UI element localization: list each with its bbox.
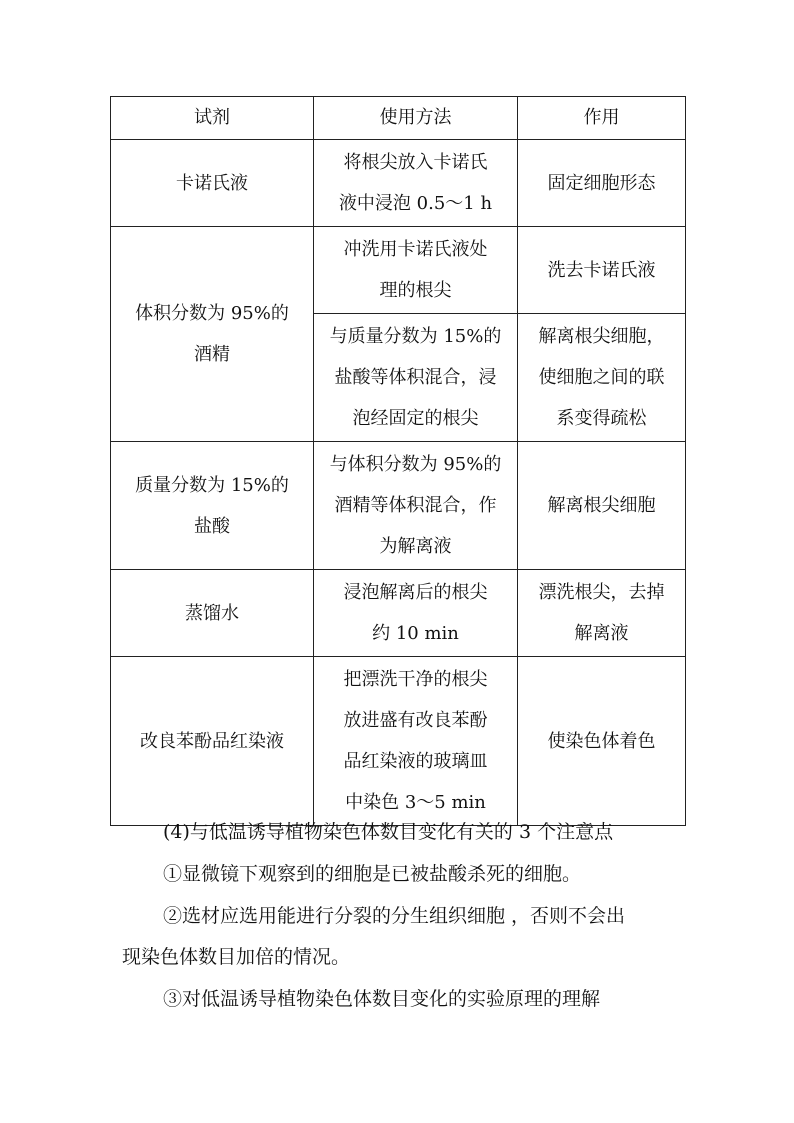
paragraph-point-2-continued: 现染色体数目加倍的情况。: [122, 946, 351, 968]
reagent-cell: [111, 227, 314, 442]
method-cell: [314, 227, 518, 314]
cell-line: 液中浸泡 0.5～1 h: [338, 193, 493, 214]
cell-line: 酒精等体积混合，作: [334, 495, 497, 516]
cell-line: 酒精: [194, 344, 230, 365]
paragraph-point-3: ③对低温诱导植物染色体数目变化的实验原理的理解: [163, 988, 601, 1010]
method-cell: [314, 657, 518, 826]
cell-line: 使细胞之间的联: [538, 367, 665, 388]
table-header-row: [111, 97, 686, 140]
cell-line: 约 10 min: [372, 623, 459, 644]
table-row: [111, 657, 686, 826]
cell-line: 与质量分数为 15%的: [329, 326, 502, 347]
table-row: [111, 140, 686, 227]
cell-line: 为解离液: [379, 536, 452, 557]
effect-cell: [518, 570, 686, 657]
header-reagent: 试剂: [111, 97, 314, 140]
cell-line: 卡诺氏液: [176, 172, 248, 194]
cell-line: 盐酸等体积混合，浸: [334, 367, 497, 388]
table-row: [111, 442, 686, 570]
reagent-cell: [111, 657, 314, 826]
cell-line: 盐酸: [194, 515, 230, 537]
effect-cell: [518, 442, 686, 570]
cell-line: 放进盛有改良苯酚: [343, 710, 488, 731]
cell-line: 与体积分数为 95%的: [329, 454, 502, 475]
cell-line: 把漂洗干净的根尖: [343, 669, 488, 690]
effect-cell: [518, 140, 686, 227]
paragraph-point-1: ①显微镜下观察到的细胞是已被盐酸杀死的细胞。: [163, 863, 582, 885]
reagent-cell: [111, 442, 314, 570]
cell-line: 蒸馏水: [185, 602, 239, 624]
paragraph-heading: (4)与低温诱导植物染色体数目变化有关的 3 个注意点: [163, 821, 614, 843]
cell-line: 系变得疏松: [556, 408, 647, 429]
cell-line: 解离根尖细胞，: [538, 326, 665, 347]
method-cell: [314, 442, 518, 570]
method-cell: [314, 140, 518, 227]
table-row: [111, 570, 686, 657]
cell-line: 浸泡解离后的根尖: [343, 582, 488, 603]
reagent-cell: [111, 140, 314, 227]
cell-line: 洗去卡诺氏液: [547, 259, 656, 281]
cell-line: 冲洗用卡诺氏液处: [343, 239, 488, 260]
cell-line: 品红染液的玻璃皿: [343, 751, 488, 772]
effect-cell: [518, 657, 686, 826]
cell-line: 中染色 3～5 min: [345, 792, 486, 813]
table-row: [111, 227, 686, 314]
cell-line: 体积分数为 95%的: [135, 303, 289, 324]
header-effect: 作用: [518, 97, 686, 140]
cell-line: 质量分数为 15%的: [135, 474, 289, 496]
paragraph-point-2: ②选材应选用能进行分裂的分生组织细胞 ，否则不会出: [163, 905, 626, 927]
cell-line: 固定细胞形态: [547, 172, 656, 194]
method-cell: [314, 570, 518, 657]
cell-line: 解离液: [574, 623, 629, 644]
cell-line: 使染色体着色: [547, 730, 656, 752]
cell-line: 理的根尖: [379, 280, 452, 301]
reagent-table: [110, 96, 686, 826]
cell-line: 解离根尖细胞: [547, 495, 656, 516]
cell-line: 将根尖放入卡诺氏: [343, 152, 488, 173]
method-cell: [314, 314, 518, 442]
cell-line: 漂洗根尖，去掉: [538, 582, 665, 603]
header-method: 使用方法: [314, 97, 518, 140]
reagent-cell: [111, 570, 314, 657]
effect-cell: [518, 314, 686, 442]
effect-cell: [518, 227, 686, 314]
cell-line: 泡经固定的根尖: [352, 408, 479, 429]
cell-line: 改良苯酚品红染液: [140, 730, 284, 752]
